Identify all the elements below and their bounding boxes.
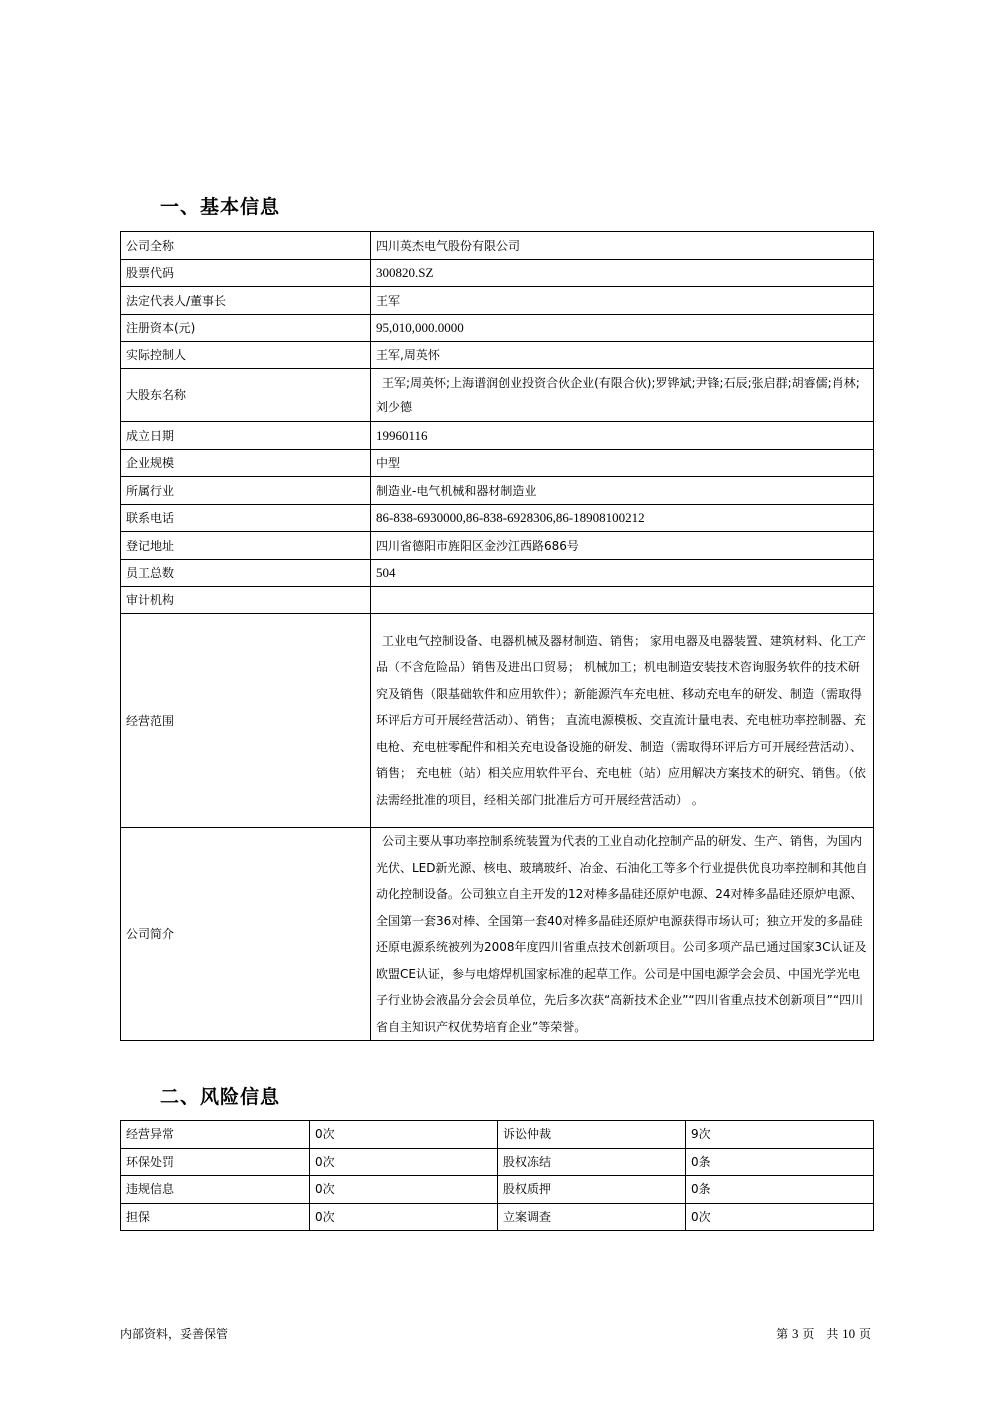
page-mid: 页 共: [802, 1327, 839, 1341]
row-enterprise-scale: [121, 450, 874, 477]
company-intro-value: 公司主要从事功率控制系统装置为代表的工业自动化控制产品的研发、生产、销售，为国内光伏、LED新光源、核电、玻璃玻纤、冶金、石油化工等多个行业提供优良功率控制和其他自动化控制设备。公司独立自主开发的12对棒多晶硅还原炉电源、24对棒多晶硅还原炉电源、全国第一套36对棒、全国第一套40对棒多晶硅还原炉电源获得市场认可；独立开发的多晶硅还原电源系统被列为2008年度四川省重点技术创新项目。公司多项产品已通过国家3C认证及欧盟CE认证，参与电熔焊机国家标准的起草工作。公司是中国电源学会会员、中国光学光电子行业协会液晶分会会员单位，先后多次获“高新技术企业”“四川省重点技术创新项目”“四川省自主知识产权优势培育企业”等荣誉。: [371, 828, 874, 1041]
case-investigation-value: 0次: [686, 1203, 874, 1231]
registered-capital-label: 注册资本(元): [121, 315, 371, 342]
row-registered-address: [121, 532, 874, 560]
env-penalty-label: 环保处罚: [121, 1148, 310, 1176]
row-registered-capital: [121, 315, 874, 342]
row-company-name: [121, 232, 874, 260]
enterprise-scale-label: 企业规模: [121, 450, 371, 477]
company-name-value: 四川英杰电气股份有限公司: [371, 232, 874, 260]
founded-date-value: 19960116: [371, 422, 874, 450]
page-current: 3: [791, 1326, 799, 1341]
row-stock-code: [121, 260, 874, 287]
industry-label: 所属行业: [121, 477, 371, 505]
row-business-scope: [121, 614, 874, 828]
litigation-value: 9次: [686, 1121, 874, 1149]
enterprise-scale-value: 中型: [371, 450, 874, 477]
row-major-shareholders: [121, 369, 874, 422]
row-employee-count: [121, 560, 874, 587]
audit-firm-value: [371, 587, 874, 614]
equity-pledge-label: 股权质押: [498, 1176, 686, 1204]
operation-abnormal-value: 0次: [310, 1121, 498, 1149]
row-founded-date: [121, 422, 874, 450]
operation-abnormal-label: 经营异常: [121, 1121, 310, 1149]
row-industry: [121, 477, 874, 505]
case-investigation-label: 立案调查: [498, 1203, 686, 1231]
risk-row: [121, 1203, 874, 1231]
registered-capital-value: 95,010,000.0000: [371, 315, 874, 342]
employee-count-label: 员工总数: [121, 560, 371, 587]
page-total: 10: [842, 1326, 856, 1341]
row-legal-rep: [121, 287, 874, 315]
risk-info-table: [120, 1120, 874, 1231]
founded-date-label: 成立日期: [121, 422, 371, 450]
row-company-intro: [121, 828, 874, 1041]
industry-value: 制造业-电气机械和器材制造业: [371, 477, 874, 505]
company-name-label: 公司全称: [121, 232, 371, 260]
basic-info-table: [120, 231, 874, 1041]
company-intro-label: 公司简介: [121, 828, 371, 1041]
violation-info-value: 0次: [310, 1176, 498, 1204]
registered-address-label: 登记地址: [121, 532, 371, 560]
legal-rep-value: 王军: [371, 287, 874, 315]
actual-controller-label: 实际控制人: [121, 342, 371, 369]
footer-confidential-note: 内部资料，妥善保管: [120, 1327, 229, 1341]
page-suffix: 页: [858, 1327, 871, 1341]
risk-row: [121, 1121, 874, 1149]
page-prefix: 第: [776, 1327, 789, 1341]
guarantee-label: 担保: [121, 1203, 310, 1231]
business-scope-label: 经营范围: [121, 614, 371, 828]
env-penalty-value: 0次: [310, 1148, 498, 1176]
litigation-label: 诉讼仲裁: [498, 1121, 686, 1149]
row-phone: [121, 505, 874, 532]
major-shareholders-value: 王军;周英怀;上海谱润创业投资合伙企业(有限合伙);罗铧斌;尹锋;石辰;张启群;胡睿儒;肖林;刘少德: [371, 369, 874, 422]
section-title-risk-info: 二、风险信息: [160, 1086, 281, 1108]
section-title-basic-info: 一、基本信息: [160, 196, 281, 218]
audit-firm-label: 审计机构: [121, 587, 371, 614]
actual-controller-value: 王军,周英怀: [371, 342, 874, 369]
major-shareholders-label: 大股东名称: [121, 369, 371, 422]
stock-code-label: 股票代码: [121, 260, 371, 287]
phone-label: 联系电话: [121, 505, 371, 532]
risk-row: [121, 1176, 874, 1204]
stock-code-value: 300820.SZ: [371, 260, 874, 287]
legal-rep-label: 法定代表人/董事长: [121, 287, 371, 315]
equity-freeze-value: 0条: [686, 1148, 874, 1176]
registered-address-value: 四川省德阳市旌阳区金沙江西路686号: [371, 532, 874, 560]
risk-row: [121, 1148, 874, 1176]
guarantee-value: 0次: [310, 1203, 498, 1231]
phone-value: 86-838-6930000,86-838-6928306,86-18908100212: [371, 505, 874, 532]
row-actual-controller: [121, 342, 874, 369]
business-scope-value: 工业电气控制设备、电器机械及器材制造、销售； 家用电器及电器装置、建筑材料、化工产品（不含危险品）销售及进出口贸易； 机械加工；机电制造安装技术咨询服务软件的技术研究及销售（限基础软件和应用软件）；新能源汽车充电桩、移动充电车的研发、制造（需取得环评后方可开展经营活动）、销售； 直流电源模板、交直流计量电表、充电桩功率控制器、充电枪、充电桩零配件和相关充电设备设施的研发、制造（需取得环评后方可开展经营活动）、销售； 充电桩（站）相关应用软件平台、充电桩（站）应用解决方案技术的研究、销售。（依法需经批准的项目，经相关部门批准后方可开展经营活动） 。: [371, 614, 874, 828]
employee-count-value: 504: [371, 560, 874, 587]
violation-info-label: 违规信息: [121, 1176, 310, 1204]
equity-pledge-value: 0条: [686, 1176, 874, 1204]
footer-page-number: [776, 1325, 871, 1342]
equity-freeze-label: 股权冻结: [498, 1148, 686, 1176]
row-audit-firm: [121, 587, 874, 614]
